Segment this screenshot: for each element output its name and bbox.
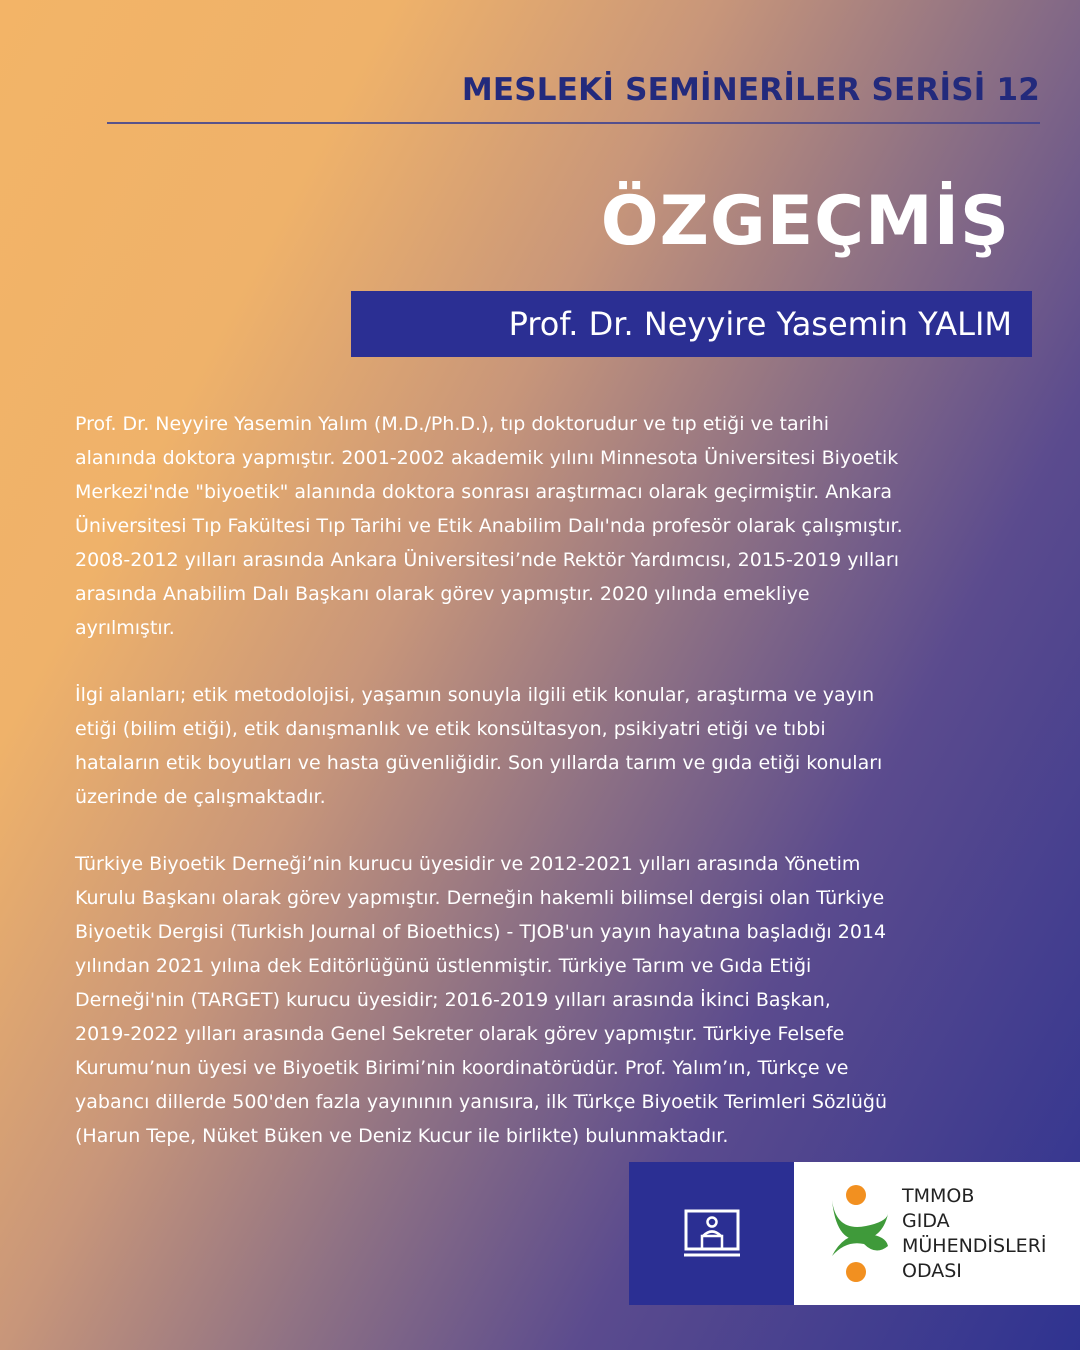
header-divider [107, 122, 1040, 124]
page-title: ÖZGEÇMİŞ [600, 182, 1010, 261]
speaker-name: Prof. Dr. Neyyire Yasemin YALIM [508, 305, 1012, 343]
logo-line: GIDA [902, 1210, 950, 1232]
logo-line: ODASI [902, 1260, 962, 1282]
biography-paragraph: Prof. Dr. Neyyire Yasemin Yalım (M.D./Ph.D.), tıp doktorudur ve tıp etiği ve tarihi alanında doktora yapmıştır. 2001-2002 akademik yılını Minnesota Üniversitesi Biyoetik Merkezi'nde "biyoetik" alanında doktora sonrası araştırmacı olarak geçirmiştir. Ankara Üniversitesi Tıp Fakültesi Tıp Tarihi ve Etik Anabilim Dalı'nda profesör olarak çalışmıştır. 2008-2012 yılları arasında Ankara Üniversitesi’nde Rektör Yardımcısı, 2015-2019 yılları arasında Anabilim Dalı Başkanı olarak görev yapmıştır. 2020 yılında emekliye ayrılmıştır. [75, 413, 903, 639]
speaker-name-banner [351, 291, 1032, 357]
logo-line: TMMOB [902, 1185, 975, 1207]
footer-icon-panel [629, 1162, 794, 1305]
biography-paragraph: İlgi alanları; etik metodolojisi, yaşamın sonuyla ilgili etik konular, araştırma ve yayın etiği (bilim etiği), etik danışmanlık ve etik konsültasyon, psikiyatri etiği ve tıbbi hataların etik boyutları ve hasta güvenliğidir. Son yıllarda tarım ve gıda etiği konuları üzerinde de çalışmaktadır. [75, 684, 883, 808]
organization-logo [794, 1162, 1080, 1305]
biography-text [75, 407, 1010, 1186]
logo-text [902, 1184, 1047, 1284]
gida-logo-mark-icon [828, 1184, 892, 1284]
logo-line: MÜHENDİSLERİ [902, 1235, 1047, 1257]
series-title: MESLEKİ SEMİNERİLER SERİSİ 12 [461, 72, 1040, 108]
biography-paragraph: Türkiye Biyoetik Derneği’nin kurucu üyesidir ve 2012-2021 yılları arasında Yönetim Kurulu Başkanı olarak görev yapmıştır. Derneğin hakemli bilimsel dergisi olan Türkiye Biyoetik Dergisi (Turkish Journal of Bioethics) - TJOB'un yayın hayatına başladığı 2014 yılından 2021 yılına dek Editörlüğünü üstlenmiştir. Türkiye Tarım ve Gıda Etiği Derneği'nin (TARGET) kurucu üyesidir; 2016-2019 yılları arasında İkinci Başkan, 2019-2022 yılları arasında Genel Sekreter olarak görev yapmıştır. Türkiye Felsefe Kurumu’nun üyesi ve Biyoetik Birimi’nin koordinatörüdür. Prof. Yalım’ın, Türkçe ve yabancı dillerde 500'den fazla yayınının yanısıra, ilk Türkçe Biyoetik Terimleri Sözlüğü (Harun Tepe, Nüket Büken ve Deniz Kucur ile birlikte) bulunmaktadır. [75, 853, 888, 1147]
lecture-podium-icon [684, 1209, 740, 1259]
